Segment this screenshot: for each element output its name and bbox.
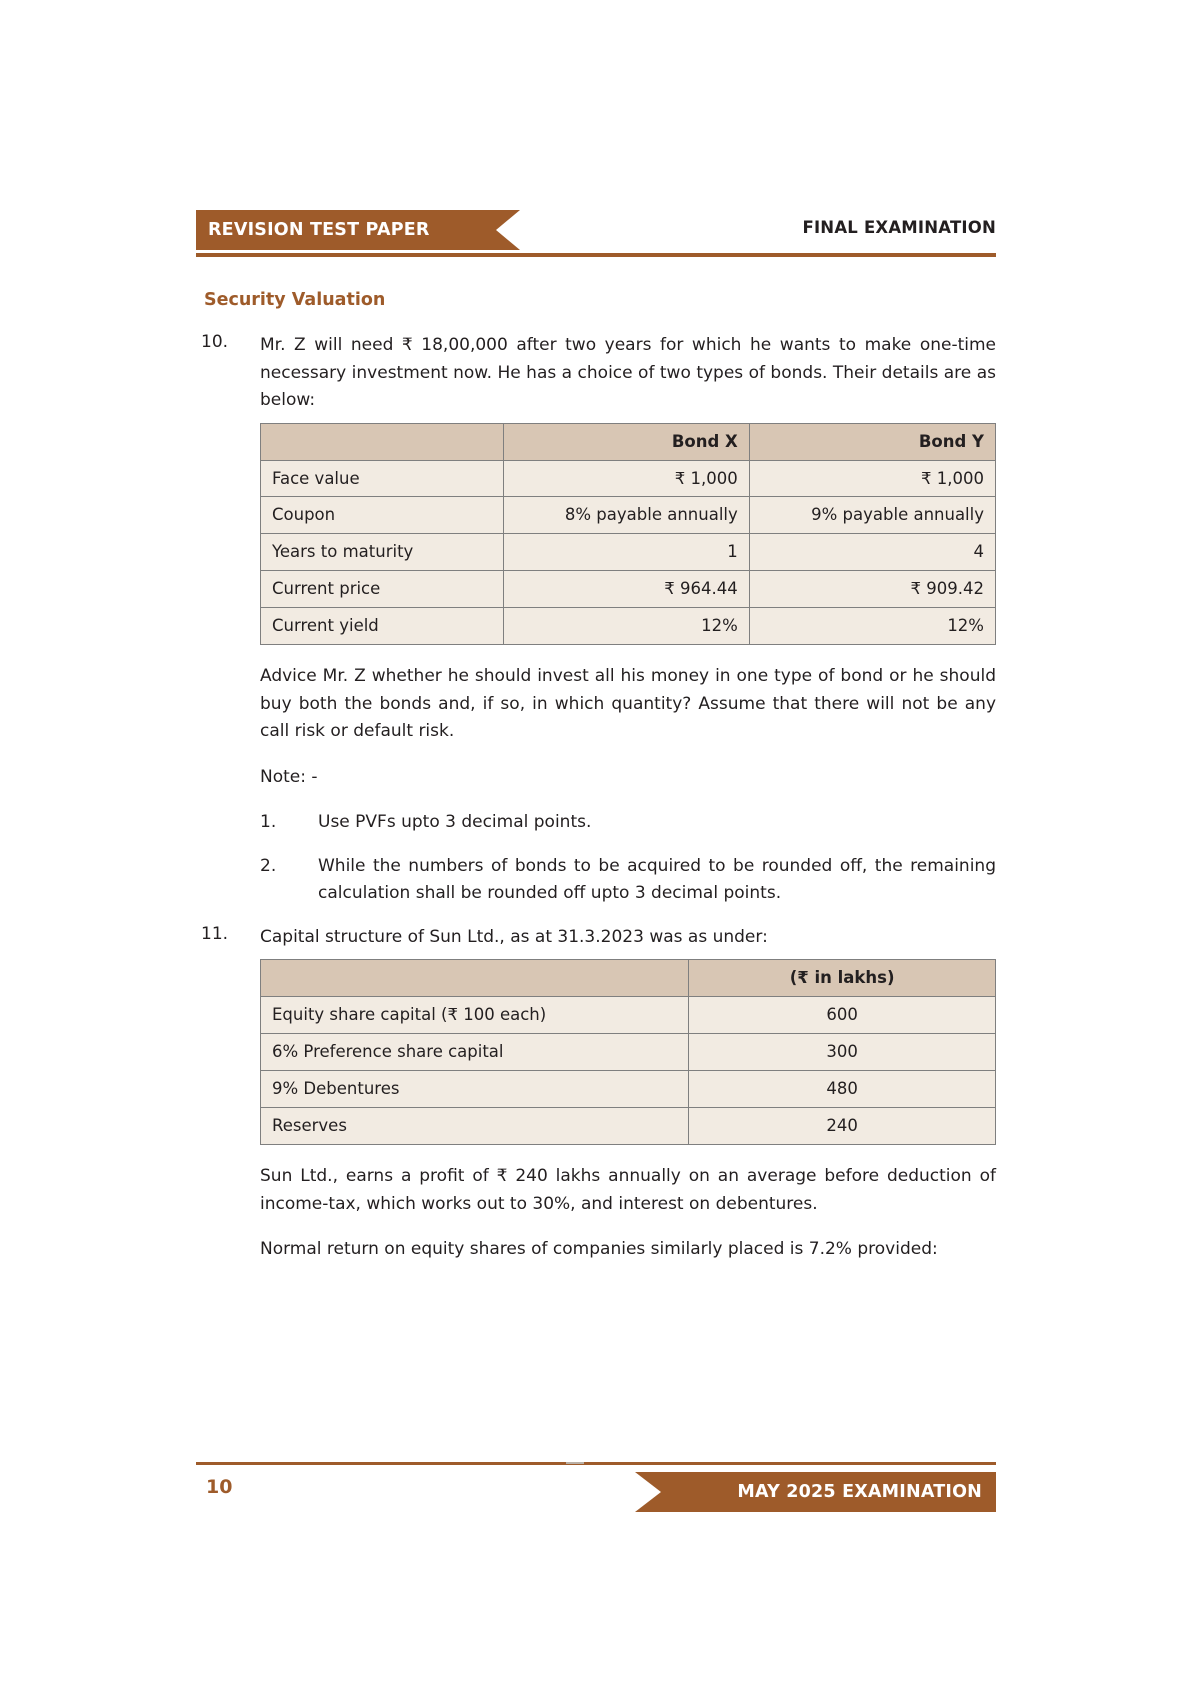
row-label: Years to maturity bbox=[261, 534, 504, 571]
row-value-bond-y: ₹ 909.42 bbox=[749, 571, 995, 608]
row-value-bond-y: 9% payable annually bbox=[749, 497, 995, 534]
table-row bbox=[261, 1071, 996, 1108]
table-row bbox=[261, 1034, 996, 1071]
question-11-para-1: Sun Ltd., earns a profit of ₹ 240 lakhs annually on an average before deduction of income-tax, which works out to 30%, and interest on debentures. bbox=[260, 1165, 996, 1214]
row-label: 6% Preference share capital bbox=[261, 1034, 689, 1071]
header-rule bbox=[196, 253, 996, 257]
row-label: Current price bbox=[261, 571, 504, 608]
question-11-number: 11. bbox=[201, 923, 229, 944]
table-header-amount: (₹ in lakhs) bbox=[689, 960, 996, 997]
question-10-number: 10. bbox=[201, 332, 229, 352]
table-header-row bbox=[261, 423, 996, 460]
question-10-text: Mr. Z will need ₹ 18,00,000 after two years for which he wants to make one-time necessary investment now. He has a choice of two types of bonds. Their details are as below: bbox=[260, 335, 996, 411]
note-text: Use PVFs upto 3 decimal points. bbox=[318, 812, 592, 833]
question-10-note-label: Note: - bbox=[260, 766, 318, 787]
question-11-text: Capital structure of Sun Ltd., as at 31.3.2023 was as under: bbox=[260, 926, 768, 947]
row-label: Reserves bbox=[261, 1108, 689, 1145]
table-row bbox=[261, 497, 996, 534]
header-banner: REVISION TEST PAPER bbox=[196, 210, 496, 250]
row-value-bond-y: 4 bbox=[749, 534, 995, 571]
table-header-bond-y: Bond Y bbox=[749, 423, 995, 460]
table-header-bond-x: Bond X bbox=[503, 423, 749, 460]
question-10-notes bbox=[260, 809, 996, 908]
question-10-advice: Advice Mr. Z whether he should invest all his money in one type of bond or he should buy both the bonds and, if so, in which quantity? Assume that there will not be any call risk or default risk. bbox=[260, 666, 996, 742]
note-number: 2. bbox=[260, 855, 277, 876]
question-11 bbox=[196, 924, 996, 952]
page-content bbox=[196, 290, 996, 1282]
row-value: 600 bbox=[689, 997, 996, 1034]
row-label: Face value bbox=[261, 460, 504, 497]
question-11-para-2: Normal return on equity shares of companies similarly placed is 7.2% provided: bbox=[260, 1239, 938, 1260]
table-row bbox=[261, 534, 996, 571]
row-label: Equity share capital (₹ 100 each) bbox=[261, 997, 689, 1034]
row-value: 240 bbox=[689, 1108, 996, 1145]
row-label: Current yield bbox=[261, 608, 504, 645]
list-item bbox=[260, 809, 996, 837]
list-item bbox=[260, 853, 996, 908]
table-row bbox=[261, 460, 996, 497]
row-value-bond-y: 12% bbox=[749, 608, 995, 645]
footer-banner: MAY 2025 EXAMINATION bbox=[661, 1472, 996, 1512]
row-value: 480 bbox=[689, 1071, 996, 1108]
table-row bbox=[261, 1108, 996, 1145]
page-header bbox=[196, 210, 996, 256]
row-value: 300 bbox=[689, 1034, 996, 1071]
bond-comparison-table bbox=[260, 423, 996, 646]
note-number: 1. bbox=[260, 812, 277, 833]
note-text: While the numbers of bonds to be acquired to be rounded off, the remaining calculation shall be rounded off upto 3 decimal points. bbox=[318, 855, 996, 904]
table-row bbox=[261, 608, 996, 645]
footer-marker bbox=[566, 1462, 584, 1464]
row-value-bond-y: ₹ 1,000 bbox=[749, 460, 995, 497]
table-header-row bbox=[261, 960, 996, 997]
table-header-blank bbox=[261, 960, 689, 997]
row-value-bond-x: 12% bbox=[503, 608, 749, 645]
table-header-blank bbox=[261, 423, 504, 460]
row-value-bond-x: ₹ 1,000 bbox=[503, 460, 749, 497]
page-footer bbox=[196, 1462, 996, 1532]
footer-rule bbox=[196, 1462, 996, 1465]
section-title: Security Valuation bbox=[204, 290, 386, 310]
question-10 bbox=[196, 332, 996, 415]
row-value-bond-x: 1 bbox=[503, 534, 749, 571]
table-row bbox=[261, 997, 996, 1034]
table-row bbox=[261, 571, 996, 608]
page-number: 10 bbox=[206, 1476, 233, 1498]
row-label: Coupon bbox=[261, 497, 504, 534]
header-exam-label: FINAL EXAMINATION bbox=[802, 218, 996, 237]
row-label: 9% Debentures bbox=[261, 1071, 689, 1108]
capital-structure-table bbox=[260, 959, 996, 1145]
row-value-bond-x: ₹ 964.44 bbox=[503, 571, 749, 608]
row-value-bond-x: 8% payable annually bbox=[503, 497, 749, 534]
